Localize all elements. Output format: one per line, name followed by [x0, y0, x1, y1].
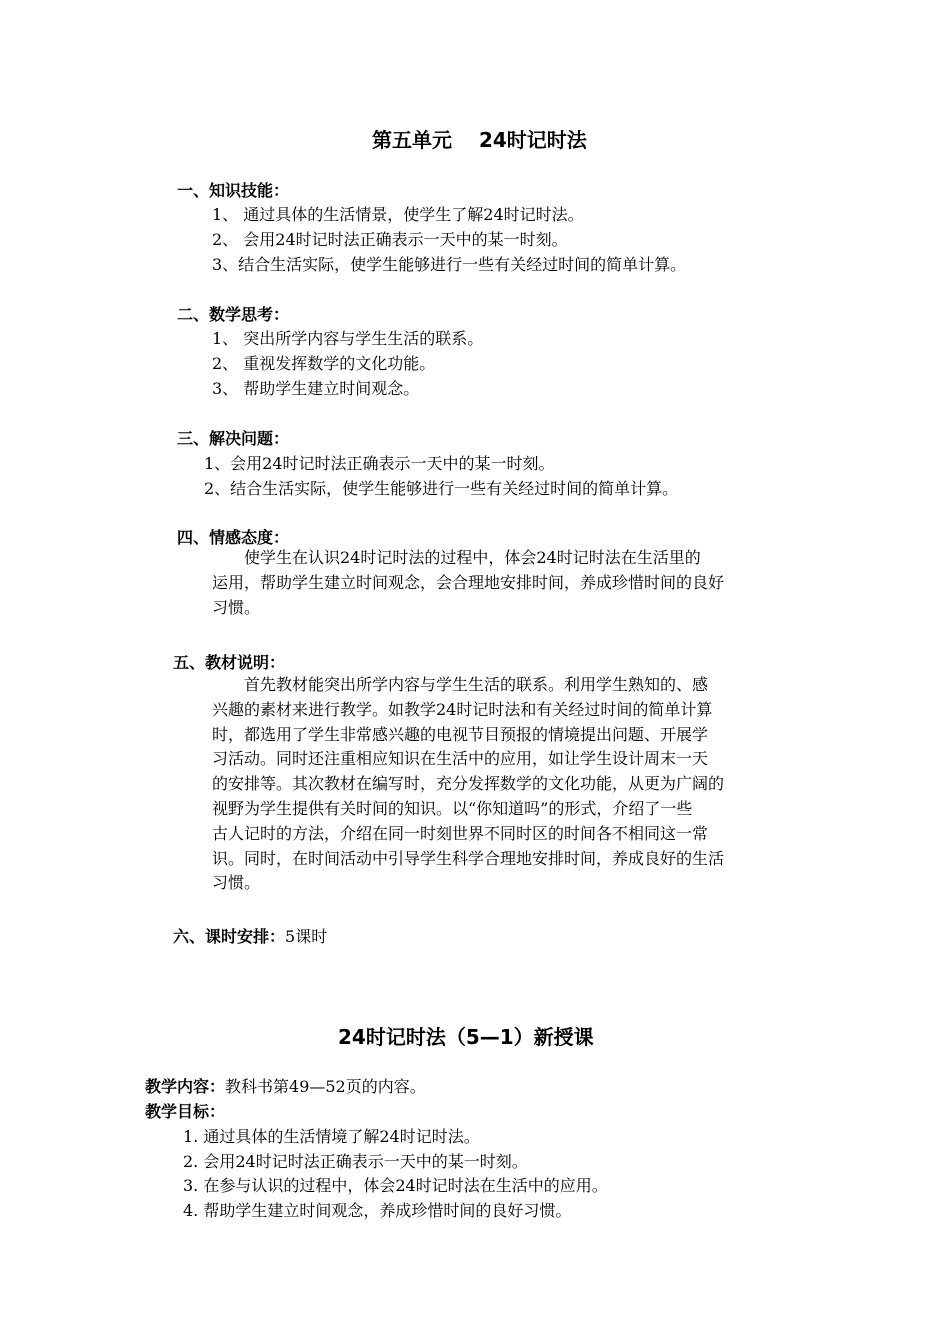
paragraph-line: 习惯。: [212, 873, 261, 893]
section-heading-attitude: 四、情感态度：: [177, 528, 290, 547]
list-item: 1、会用24时记时法正确表示一天中的某一时刻。: [204, 454, 555, 473]
goal-item: 1. 通过具体的生活情境了解24时记时法。: [183, 1127, 480, 1146]
goal-item: 3. 在参与认识的过程中，体会24时记时法在生活中的应用。: [183, 1176, 608, 1195]
lesson-content: [145, 1074, 426, 1097]
list-item: 3、 帮助学生建立时间观念。: [212, 379, 420, 398]
paragraph-line: 首先教材能突出所学内容与学生生活的联系。利用学生熟知的、感: [212, 675, 709, 694]
section-heading-problem-solving: 三、解决问题：: [177, 429, 290, 448]
list-item: 1、 突出所学内容与学生生活的联系。: [212, 329, 484, 348]
paragraph-line: 视野为学生提供有关时间的知识。以“你知道吗”的形式，介绍了一些: [212, 798, 693, 818]
paragraph-line: 兴趣的素材来进行教学。如教学24时记时法和有关经过时间的简单计算: [212, 699, 713, 719]
paragraph-line: 时，都选用了学生非常感兴趣的电视节目预报的情境提出问题、开展学: [212, 724, 709, 744]
textbook-notes-paragraph: [212, 673, 724, 896]
lesson-hours-value: 5课时: [285, 927, 328, 946]
section-heading-math-thinking: 二、数学思考：: [177, 305, 290, 324]
content-label: 教学内容：: [145, 1077, 226, 1096]
goal-item: 4. 帮助学生建立时间观念，养成珍惜时间的良好习惯。: [183, 1201, 572, 1220]
lesson-title: 24时记时法（5—1）新授课: [338, 1025, 594, 1049]
list-item: 2、结合生活实际，使学生能够进行一些有关经过时间的简单计算。: [204, 479, 679, 498]
goal-item: 2. 会用24时记时法正确表示一天中的某一时刻。: [183, 1152, 528, 1171]
paragraph-line: 识。同时，在时间活动中引导学生科学合理地安排时间，养成良好的生活: [212, 848, 725, 868]
unit-title: 第五单元 24时记时法: [372, 128, 587, 152]
paragraph-line: 使学生在认识24时记时法的过程中，体会24时记时法在生活里的: [212, 548, 701, 567]
content-value: 教科书第49—52页的内容。: [225, 1077, 426, 1096]
paragraph-line: 的安排等。其次教材在编写时，充分发挥数学的文化功能，从更为广阔的: [212, 774, 725, 794]
list-item: 3、结合生活实际，使学生能够进行一些有关经过时间的简单计算。: [212, 255, 687, 274]
list-item: 2、 会用24时记时法正确表示一天中的某一时刻。: [212, 230, 568, 249]
paragraph-line: 运用，帮助学生建立时间观念，会合理地安排时间，养成珍惜时间的良好: [212, 572, 725, 592]
lesson-hours: [173, 924, 327, 947]
paragraph-line: 习惯。: [212, 597, 261, 617]
section-heading-skills: 一、知识技能：: [177, 181, 290, 200]
list-item: 1、 通过具体的生活情景，使学生了解24时记时法。: [212, 205, 584, 224]
section-heading-textbook-notes: 五、教材说明：: [173, 653, 286, 672]
list-item: 2、 重视发挥数学的文化功能。: [212, 354, 436, 373]
section-heading-lesson-hours: 六、课时安排：: [173, 927, 286, 946]
paragraph-line: 古人记时的方法，介绍在同一时刻世界不同时区的时间各不相同这一常: [212, 823, 709, 843]
goals-label: 教学目标：: [145, 1102, 226, 1121]
attitude-paragraph: [212, 546, 724, 620]
paragraph-line: 习活动。同时还注重相应知识在生活中的应用，如让学生设计周末一天: [212, 749, 709, 769]
